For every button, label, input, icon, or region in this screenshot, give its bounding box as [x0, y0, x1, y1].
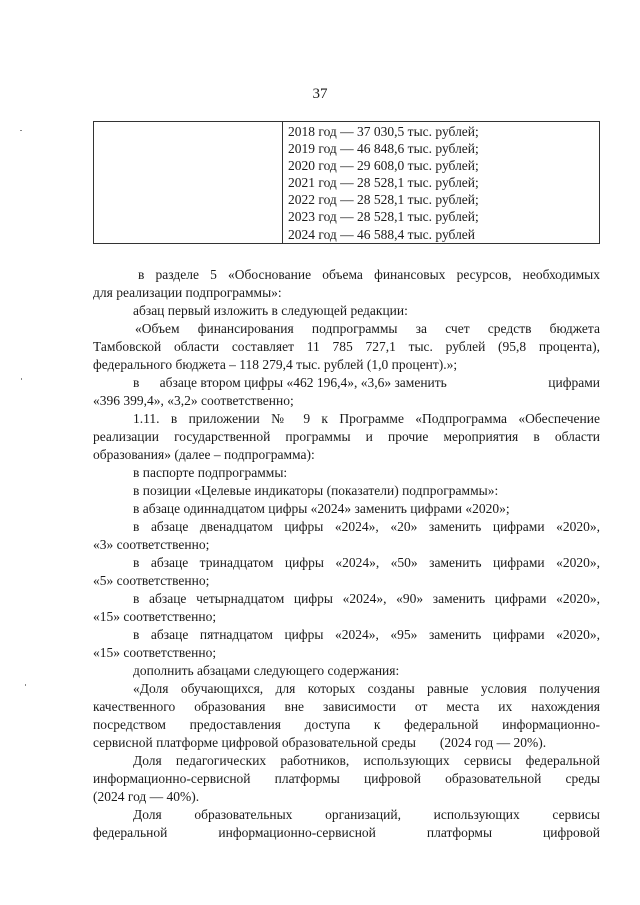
text-line: «5» соответственно; [93, 573, 210, 588]
text-line: «Доля обучающихся, для которых созданы равные условия получения [133, 681, 600, 696]
text-fragment: (2024 год — 20%). [439, 735, 547, 750]
funding-line-2019: 2019 год — 46 848,6 тыс. рублей; [288, 141, 479, 157]
text-line: реализации государственной программы и прочие мероприятия в области [93, 429, 600, 444]
text-fragment: в абзаце втором цифры «462 196,4», «3,6» заменить [133, 375, 447, 390]
text-fragment: цифрами [548, 375, 600, 390]
text-line: посредством предоставления доступа к федеральной информационно- [93, 717, 600, 732]
text-line: Доля педагогических работников, использующих сервисы федеральной [133, 753, 600, 768]
text-line: «Объем финансирования подпрограммы за счет средств бюджета [135, 321, 600, 336]
text-line: абзац первый изложить в следующей редакции: [133, 303, 408, 318]
text-line: Доля образовательных организаций, использующих сервисы [133, 807, 600, 822]
text-fragment: сервисной платформе цифровой образовательной среды [93, 735, 416, 750]
text-line: (2024 год — 40%). [93, 789, 200, 804]
scan-speck [25, 684, 26, 686]
text-line: 1.11. в приложении № 9 к Программе «Подпрограмма «Обеспечение [133, 411, 600, 426]
text-line [93, 734, 600, 752]
scan-speck [21, 378, 22, 380]
text-line: в абзаце четырнадцатом цифры «2024», «90» заменить цифрами «2020», [133, 591, 600, 606]
text-line: в позиции «Целевые индикаторы (показатели) подпрограммы»: [133, 483, 499, 498]
funding-line-2018: 2018 год — 37 030,5 тыс. рублей; [288, 124, 479, 139]
text-line: «15» соответственно; [93, 609, 217, 624]
funding-line-2023: 2023 год — 28 528,1 тыс. рублей; [288, 209, 479, 225]
funding-table [93, 121, 600, 244]
text-line: в абзаце тринадцатом цифры «2024», «50» заменить цифрами «2020», [133, 555, 600, 570]
funding-line-2022: 2022 год — 28 528,1 тыс. рублей; [288, 192, 479, 208]
text-line: образования» (далее – подпрограмма): [93, 447, 315, 462]
table-value-cell [283, 122, 600, 244]
funding-line-2021: 2021 год — 28 528,1 тыс. рублей; [288, 175, 479, 191]
text-line [133, 374, 600, 392]
page-number: 37 [312, 86, 328, 102]
scan-speck [20, 130, 22, 131]
text-line: в абзаце пятнадцатом цифры «2024», «95» заменить цифрами «2020», [133, 627, 600, 642]
text-line: в абзаце одиннадцатом цифры «2024» заменить цифрами «2020»; [133, 501, 510, 516]
text-line: качественного образования вне зависимости от места их нахождения [93, 699, 600, 714]
table-label-cell [94, 122, 283, 244]
text-line: «396 399,4», «3,2» соответственно; [93, 393, 294, 408]
funding-line-2024: 2024 год — 46 588,4 тыс. рублей [288, 226, 476, 242]
text-line: для реализации подпрограммы»: [93, 285, 282, 300]
text-line: Тамбовской области составляет 11 785 727,1 тыс. рублей (95,8 процента), [93, 339, 600, 354]
funding-line-2020: 2020 год — 29 608,0 тыс. рублей; [288, 158, 479, 174]
text-line: в разделе 5 «Обоснование объема финансовых ресурсов, необходимых [138, 267, 600, 282]
text-line: «3» соответственно; [93, 537, 210, 552]
text-line: федеральной информационно-сервисной платформы цифровой [93, 825, 600, 840]
text-line: федерального бюджета – 118 279,4 тыс. рублей (1,0 процент).»; [93, 357, 458, 372]
text-line: в паспорте подпрограммы: [133, 465, 288, 480]
text-line: «15» соответственно; [93, 645, 217, 660]
text-line: в абзаце двенадцатом цифры «2024», «20» заменить цифрами «2020», [133, 519, 600, 534]
text-line: информационно-сервисной платформы цифровой образовательной среды [93, 771, 600, 786]
text-line: дополнить абзацами следующего содержания: [133, 663, 400, 678]
